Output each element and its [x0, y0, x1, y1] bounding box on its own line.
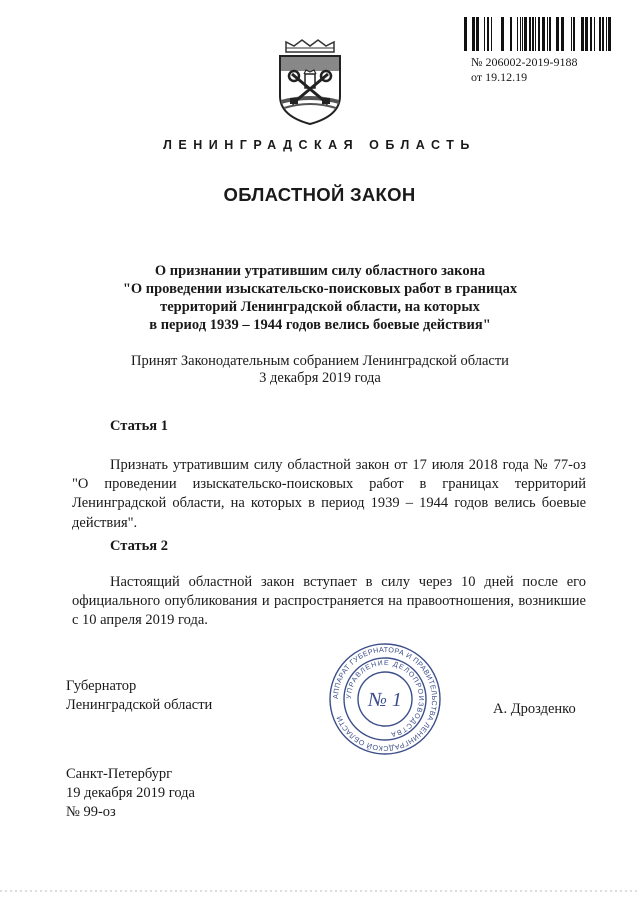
law-title-line: О признании утратившим силу областного закона	[154, 263, 486, 279]
signatory-name: А. Дрозденко	[493, 701, 576, 717]
adoption-date: 3 декабря 2019 года	[259, 370, 381, 386]
registration-number: № 206002-2019-9188	[471, 55, 578, 69]
signatory-position-line: Губернатор	[66, 678, 137, 694]
law-title	[60, 262, 580, 334]
registration-block	[471, 55, 577, 85]
article-2-heading: Статья 2	[110, 538, 168, 554]
document-type-heading: ОБЛАСТНОЙ ЗАКОН	[223, 184, 416, 205]
article-1-heading: Статья 1	[110, 418, 168, 434]
law-title-line: в период 1939 – 1944 годов велись боевые действия"	[149, 317, 491, 333]
adoption-note	[60, 353, 580, 387]
issue-block	[66, 765, 195, 822]
law-number: № 99-оз	[66, 804, 116, 820]
coat-of-arms-emblem	[272, 38, 348, 126]
registration-date: от 19.12.19	[471, 70, 528, 84]
barcode	[461, 17, 613, 51]
stamp-number: № 1	[368, 689, 402, 711]
stamp-outer-text: АППАРАТ ГУБЕРНАТОРА И ПРАВИТЕЛЬСТВА ЛЕНИНГРАДСКОЙ ОБЛАСТИ	[330, 644, 440, 754]
page-edge-divider	[0, 890, 639, 892]
article-2-text: Настоящий областной закон вступает в силу через 10 дней после его официального опубликования и распространяется на правоотношения, возникшие с 10 апреля 2019 года.	[72, 574, 586, 629]
issue-date: 19 декабря 2019 года	[66, 785, 195, 801]
official-stamp	[328, 642, 442, 756]
stamp-inner-text: УПРАВЛЕНИЕ ДЕЛОПРОИЗВОДСТВА	[345, 659, 425, 738]
signatory-position-line: Ленинградской области	[66, 697, 213, 713]
law-title-line: "О проведении изыскательско-поисковых работ в границах	[122, 281, 518, 297]
issue-city: Санкт-Петербург	[66, 766, 173, 782]
adoption-line: Принят Законодательным собранием Ленинградской области	[131, 353, 509, 369]
region-heading: ЛЕНИНГРАДСКАЯ ОБЛАСТЬ	[163, 138, 476, 152]
signatory-position	[66, 677, 212, 715]
article-1-text: Признать утратившим силу областной закон от 17 июля 2018 года № 77-оз "О проведении изыскательско-поисковых работ в границах территорий Ленинградской области, на которых в период 1939 – 1944 годов велись боевые действия".	[72, 457, 586, 531]
law-title-line: территорий Ленинградской области, на которых	[160, 299, 480, 315]
